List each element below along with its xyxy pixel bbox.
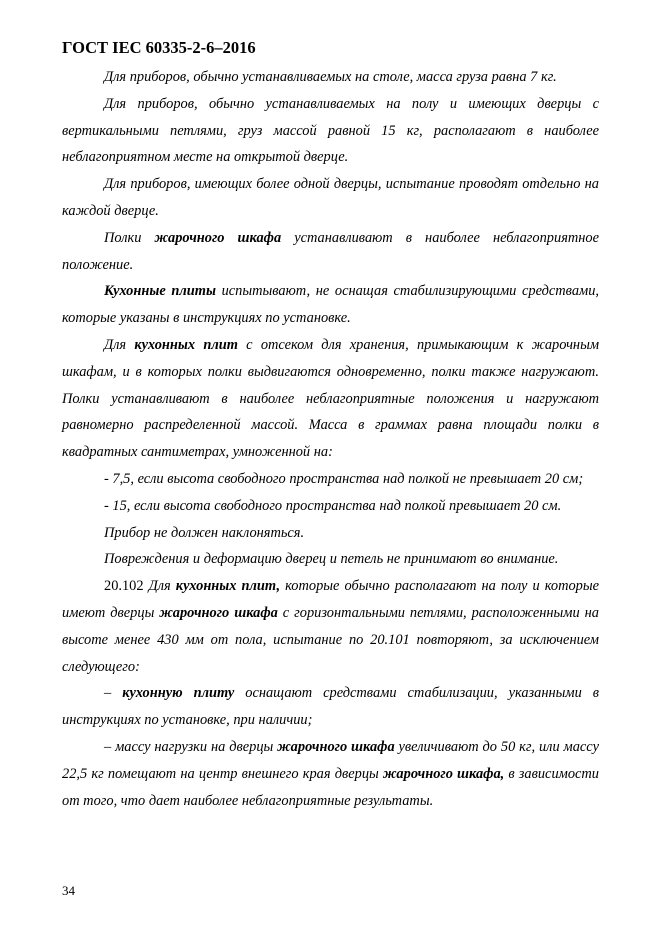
text-run: в зависимости от того, что дает наиболее неблагоприятные результаты. bbox=[62, 765, 599, 809]
term-bold: жарочного шкафа, bbox=[382, 765, 505, 782]
list-item: - 15, если высота свободного пространства над полкой превышает 20 см. bbox=[104, 497, 562, 514]
term-bold: жарочного шкафа bbox=[159, 604, 278, 621]
text-run: – bbox=[104, 685, 123, 702]
text-run: Для bbox=[148, 578, 176, 595]
paragraph: Прибор не должен наклоняться. bbox=[104, 524, 305, 541]
text-run: оснащают средствами стабилизации, указанными в инструкциях по установке, при наличии; bbox=[62, 685, 600, 729]
clause-number: 20.102 bbox=[104, 578, 149, 595]
text-run: Полки bbox=[104, 229, 155, 246]
page-number: 34 bbox=[62, 883, 75, 898]
term-bold: кухонных плит, bbox=[175, 578, 281, 595]
list-item bbox=[62, 680, 599, 734]
text-run: с отсеком для хранения, примыкающим к жарочным шкафам, и в которых полки выдвигаются одновременно, полки также нагружают. Полки устанавливают в наиболее неблагоприятные положения и нагружают равномерно распределенной массой. Масса в граммах равна площади полки в квадратных сантиметрах, умноженной на: bbox=[62, 336, 600, 461]
term-bold: жарочного шкафа bbox=[277, 738, 395, 755]
text-run: устанавливают в наиболее неблагоприятное положение. bbox=[62, 229, 600, 273]
text-run: Для bbox=[104, 336, 135, 353]
paragraph: Для приборов, обычно устанавливаемых на столе, масса груза равна 7 кг. bbox=[104, 69, 557, 85]
list-item: - 7,5, если высота свободного пространства над полкой не превышает 20 см; bbox=[104, 470, 584, 487]
list-item bbox=[62, 734, 599, 814]
term-bold: кухонную плиту bbox=[122, 685, 235, 702]
term-bold: жарочного шкафа bbox=[154, 229, 282, 246]
paragraph bbox=[62, 332, 599, 466]
paragraph bbox=[62, 225, 599, 279]
text-run: – массу нагрузки на дверцы bbox=[104, 738, 278, 755]
paragraph: Повреждения и деформацию дверец и петель не принимают во внимание. bbox=[104, 551, 559, 568]
paragraph bbox=[62, 278, 599, 332]
clause-20-102 bbox=[62, 573, 599, 680]
term-bold: Кухонные плиты bbox=[104, 283, 216, 300]
text-run: которые обычно располагают на полу и которые имеют дверцы bbox=[62, 578, 600, 621]
text-run: увеличивают до 50 кг, или массу 22,5 кг помещают на центр внешнего края дверцы bbox=[62, 738, 599, 782]
text-run: с горизонтальными петлями, расположенными на высоте менее 430 мм от пола, испытание по 20.101 повторяют, за исключением следующего: bbox=[62, 604, 599, 675]
text-run: испытывают, не оснащая стабилизирующими средствами, которые указаны в инструкциях по установке. bbox=[62, 283, 600, 327]
term-bold: кухонных плит bbox=[134, 336, 238, 353]
document-header: ГОСТ IEC 60335-2-6–2016 bbox=[62, 38, 256, 57]
document-body bbox=[62, 64, 599, 814]
paragraph: Для приборов, обычно устанавливаемых на полу и имеющих дверцы с вертикальными петлями, груз массой равной 15 кг, располагают в наиболее неблагоприятном месте на открытой дверце. bbox=[62, 95, 599, 166]
paragraph: Для приборов, имеющих более одной дверцы, испытание проводят отдельно на каждой дверце. bbox=[62, 176, 599, 219]
